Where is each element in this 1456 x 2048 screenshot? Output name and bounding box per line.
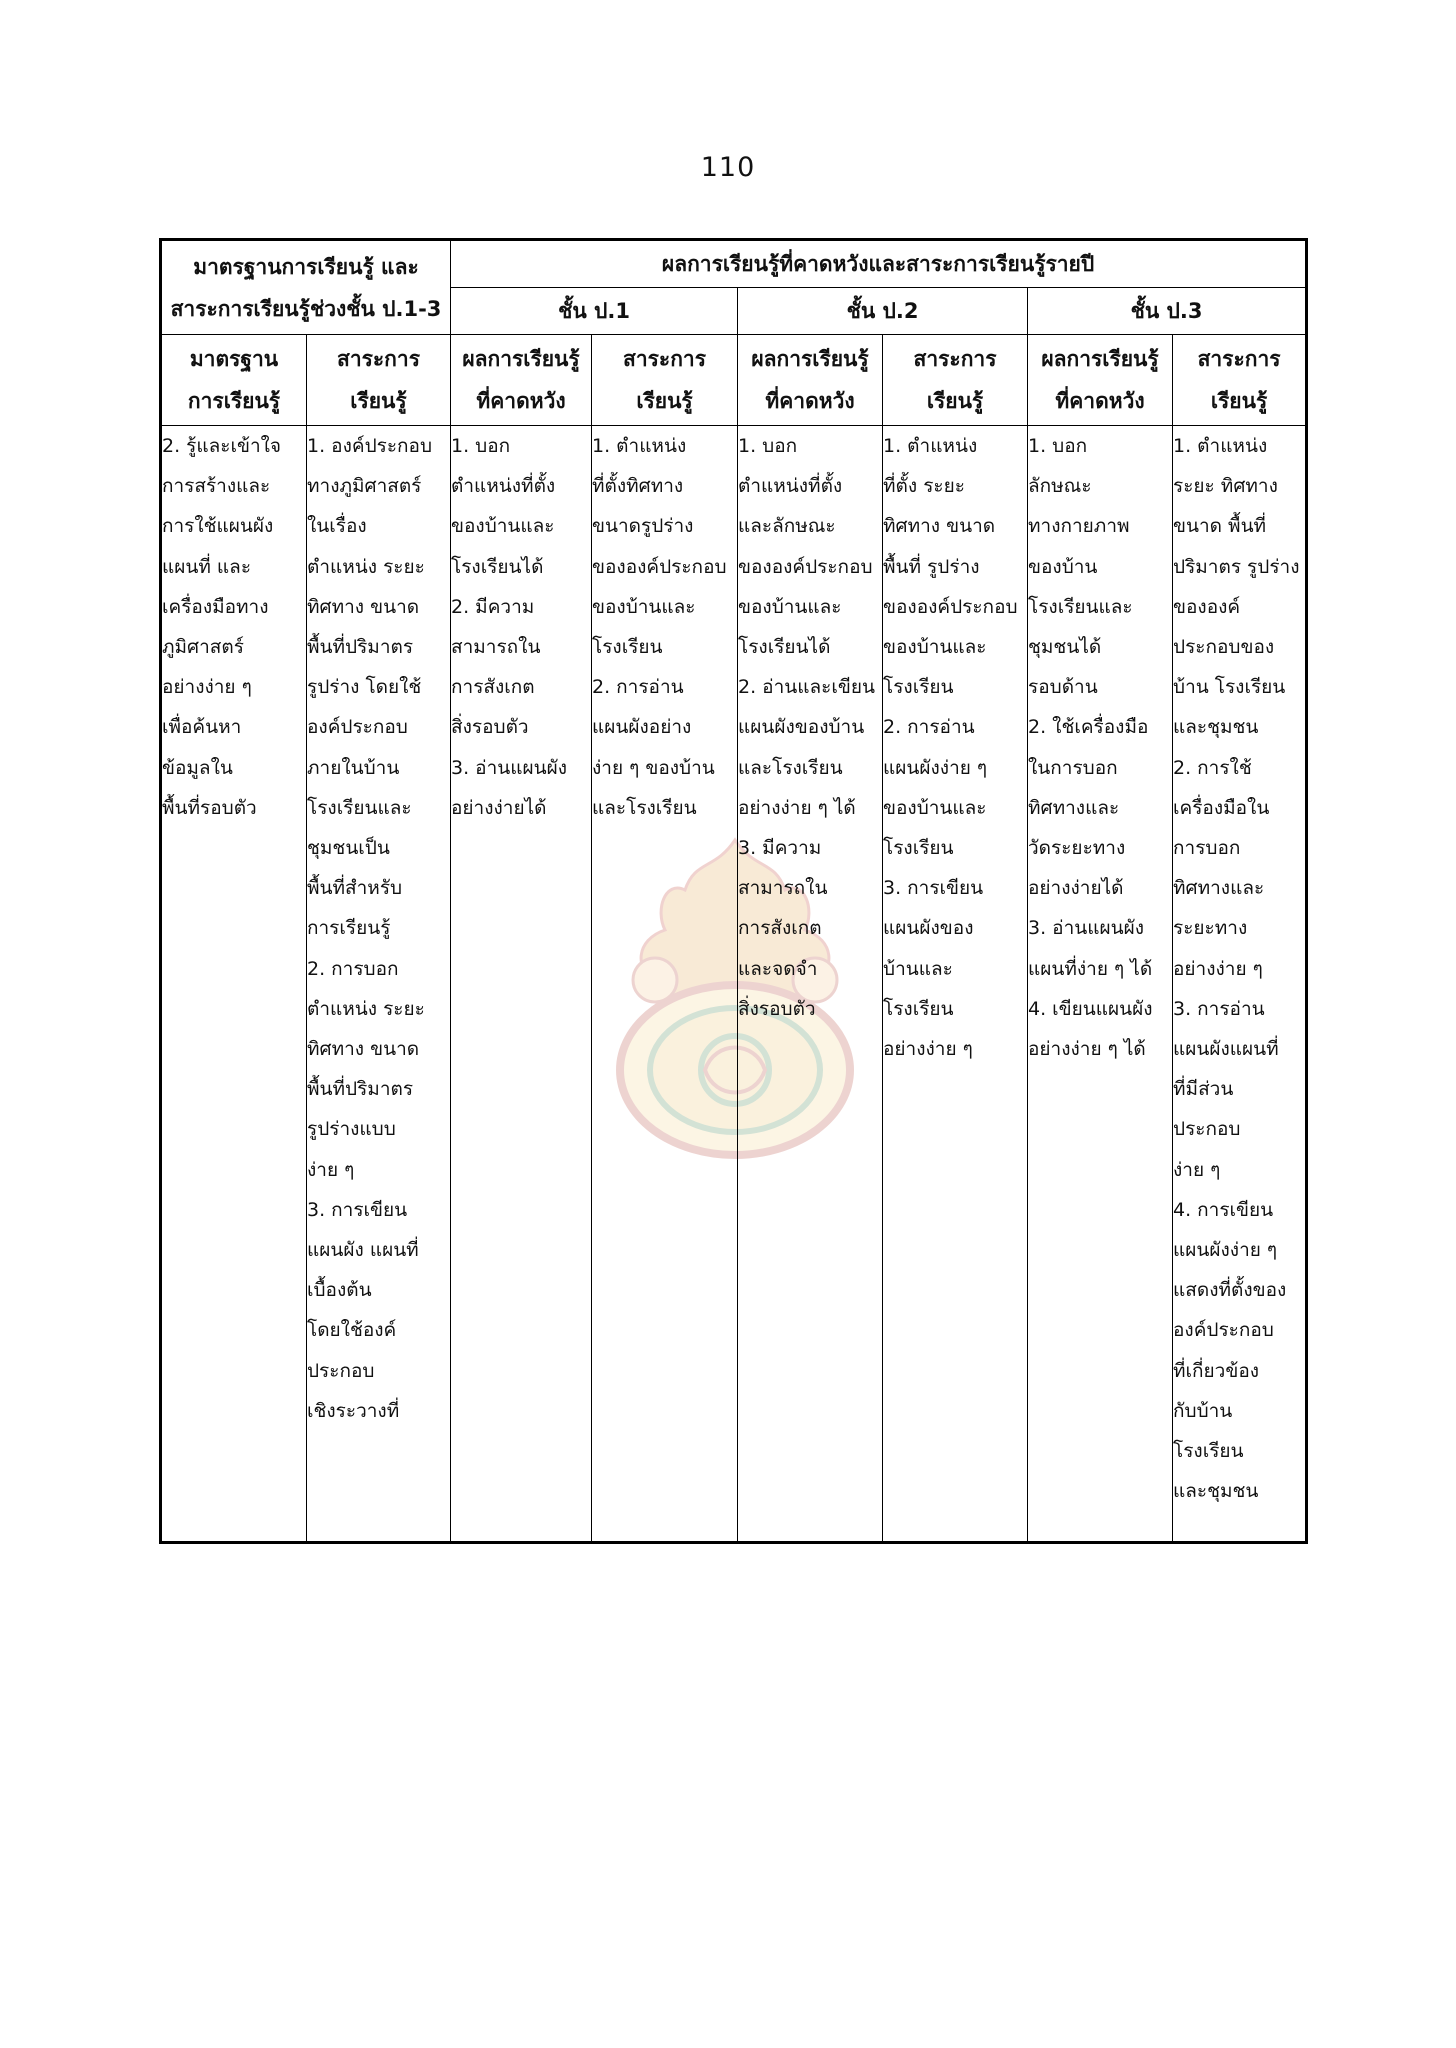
text-line: ของบ้านและ [883, 796, 987, 819]
text-line: การเรียนรู้ [307, 917, 391, 940]
text-line: แผนที่ และ [162, 555, 252, 578]
grade-header-p1: ชั้น ป.1 [451, 288, 738, 335]
header-standards-line: มาตรฐานการเรียนรู้ และ [193, 254, 419, 279]
text-line: ง่าย ๆ [1173, 1158, 1221, 1181]
text-line: ข้อมูลใน [162, 756, 233, 779]
text-line: กับบ้าน [1173, 1399, 1233, 1422]
text-line: ในการบอก [1028, 756, 1118, 779]
text-line: 3. อ่านแผนผัง [451, 756, 568, 779]
text-line: เครื่องมือทาง [162, 595, 269, 618]
text-line: และโรงเรียน [738, 756, 843, 779]
text-line: โรงเรียนและ [1028, 595, 1133, 618]
text-line: ที่ตั้ง ระยะ [883, 475, 965, 498]
text-line: โรงเรียนและ [307, 796, 412, 819]
text-line: โรงเรียนได้ [451, 555, 544, 578]
text-line: 1. บอก [738, 435, 798, 457]
column-content-p3 [1173, 426, 1307, 1543]
grade-header-p2: ชั้น ป.2 [738, 288, 1028, 335]
text-line: และชุมชน [1173, 1480, 1259, 1503]
text-line: 1. บอก [451, 435, 511, 457]
text-line: ง่าย ๆ ของบ้าน [592, 756, 715, 779]
text-line: ขององค์ประกอบ [883, 595, 1018, 618]
text-line: เบื้องต้น [307, 1279, 372, 1302]
text-line: ระยะ ทิศทาง [1173, 475, 1278, 498]
text-line: อย่างง่าย ๆ ได้ [738, 796, 856, 819]
text-line: 3. การเขียน [307, 1198, 408, 1221]
sub-header-line: ที่คาดหวัง [476, 389, 566, 413]
text-line: แผนผังง่าย ๆ [1173, 1239, 1278, 1262]
text-line: เครื่องมือใน [1173, 796, 1270, 819]
sub-header-line: เรียนรู้ [636, 389, 693, 413]
text-line: องค์ประกอบ [307, 716, 408, 739]
text-line: ตำแหน่งที่ตั้ง [451, 475, 556, 498]
column-outcomes-p1 [451, 426, 592, 1543]
text-line: ขนาด พื้นที่ [1173, 515, 1267, 538]
text-line: โรงเรียนได้ [738, 636, 831, 659]
text-line: อย่างง่าย ๆ [1173, 957, 1263, 980]
sub-header-standard [161, 335, 307, 426]
sub-header-line: ผลการเรียนรู้ [462, 347, 580, 371]
text-line: การใช้แผนผัง [162, 515, 274, 538]
text-line: การสังเกต [451, 676, 535, 699]
text-line: พื้นที่ปริมาตร [307, 1078, 414, 1101]
text-line: และลักษณะ [738, 515, 836, 538]
text-line: เชิงระวางที่ [307, 1399, 400, 1422]
text-line: แผนผัง แผนที่ [307, 1239, 419, 1262]
text-line: รูปร่างแบบ [307, 1118, 396, 1141]
text-line: และจดจำ [738, 957, 818, 980]
text-line: ภายในบ้าน [307, 756, 400, 779]
sub-header-line: เรียนรู้ [350, 389, 407, 413]
text-line: 2. การอ่าน [883, 716, 975, 739]
text-line: ทิศทางและ [1028, 796, 1120, 819]
text-line: ทางภูมิศาสตร์ [307, 475, 422, 498]
text-line: 2. อ่านและเขียน [738, 676, 875, 699]
text-line: ชุมชนเป็น [307, 837, 390, 860]
text-line: และชุมชน [1173, 716, 1259, 739]
text-line: ของบ้าน [1028, 555, 1098, 578]
text-line: พื้นที่รอบตัว [162, 796, 257, 819]
text-line: ตำแหน่ง ระยะ [307, 555, 425, 578]
text-line: ขององค์ประกอบ [738, 555, 873, 578]
text-line: ปริมาตร รูปร่าง [1173, 555, 1300, 578]
text-line: พื้นที่ รูปร่าง [883, 555, 980, 578]
text-line: เพื่อค้นหา [162, 716, 242, 739]
text-line: สามารถใน [451, 636, 541, 659]
text-line: ทิศทาง ขนาด [307, 595, 420, 618]
text-line: ชุมชนได้ [1028, 636, 1102, 659]
text-line: ภูมิศาสตร์ [162, 636, 244, 659]
text-line: อย่างง่าย ๆ [162, 676, 252, 699]
text-line: แผนผังง่าย ๆ [883, 756, 988, 779]
text-line: การบอก [1173, 837, 1241, 860]
text-line: ของบ้านและ [451, 515, 555, 538]
text-line: ทิศทาง ขนาด [883, 515, 996, 538]
text-line: โรงเรียน [592, 636, 663, 659]
header-outcomes: ผลการเรียนรู้ที่คาดหวังและสาระการเรียนรู้รายปี [451, 240, 1307, 288]
text-line: รูปร่าง โดยใช้ [307, 676, 422, 699]
text-line: สามารถใน [738, 877, 828, 900]
text-line: 3. มีความ [738, 837, 822, 860]
text-line: 2. มีความ [451, 595, 535, 618]
text-line: การสร้างและ [162, 475, 271, 498]
sub-header-line: ผลการเรียนรู้ [1041, 347, 1159, 371]
text-line: โรงเรียน [883, 997, 954, 1020]
text-line: 1. องค์ประกอบ [307, 435, 433, 457]
text-line: ระยะทาง [1173, 917, 1248, 940]
text-line: โรงเรียน [1173, 1440, 1244, 1463]
sub-header-content [307, 335, 451, 426]
column-outcomes-p3 [1028, 426, 1173, 1543]
text-line: 1. บอก [1028, 435, 1088, 457]
text-line: ง่าย ๆ [307, 1158, 355, 1181]
sub-header-line: ที่คาดหวัง [1055, 389, 1145, 413]
text-line: 2. การบอก [307, 957, 399, 980]
text-line: แผนผังอย่าง [592, 716, 692, 739]
text-line: ในเรื่อง [307, 515, 367, 538]
text-line: 4. การเขียน [1173, 1198, 1274, 1221]
sub-header-line: ที่คาดหวัง [765, 389, 855, 413]
text-line: บ้านและ [883, 957, 953, 980]
header-standards-line: สาระการเรียนรู้ช่วงชั้น ป.1-3 [170, 296, 442, 321]
text-line: 1. ตำแหน่ง [1173, 435, 1268, 457]
text-line: อย่างง่าย ๆ [883, 1038, 973, 1061]
column-standards [161, 426, 307, 1543]
text-line: 3. การเขียน [883, 877, 984, 900]
curriculum-table [159, 238, 1308, 1544]
text-line: ที่มีส่วน [1173, 1078, 1234, 1101]
text-line: สิ่งรอบตัว [738, 997, 816, 1020]
text-line: องค์ประกอบ [1173, 1319, 1274, 1342]
text-line: พื้นที่สำหรับ [307, 877, 403, 900]
text-line: 2. ใช้เครื่องมือ [1028, 716, 1149, 739]
text-line: ขนาดรูปร่าง [592, 515, 694, 538]
text-line: ประกอบ [1173, 1118, 1241, 1141]
sub-header-line: การเรียนรู้ [187, 389, 281, 413]
page-number: 110 [700, 152, 756, 183]
grade-header-p3: ชั้น ป.3 [1028, 288, 1307, 335]
text-line: แผนผังของบ้าน [738, 716, 865, 739]
text-line: แสดงที่ตั้งของ [1173, 1279, 1287, 1302]
text-line: บ้าน โรงเรียน [1173, 676, 1286, 699]
text-line: การสังเกต [738, 917, 822, 940]
text-line: โดยใช้องค์ [307, 1319, 397, 1342]
text-line: 2. รู้และเข้าใจ [162, 435, 282, 457]
sub-header-content-p3 [1173, 335, 1307, 426]
text-line: ของบ้านและ [592, 595, 696, 618]
text-line: ประกอบ [307, 1359, 375, 1382]
column-content-p2 [883, 426, 1028, 1543]
text-line: ขององค์ประกอบ [592, 555, 727, 578]
text-line: แผนที่ง่าย ๆ ได้ [1028, 957, 1153, 980]
text-line: รอบด้าน [1028, 676, 1098, 699]
text-line: อย่างง่าย ๆ ได้ [1028, 1038, 1146, 1061]
header-standards-cell [161, 240, 451, 335]
sub-header-line: ผลการเรียนรู้ [751, 347, 869, 371]
column-content-p1 [592, 426, 738, 1543]
text-line: แผนผังแผนที่ [1173, 1038, 1279, 1061]
text-line: ทางกายภาพ [1028, 515, 1130, 538]
text-line: 2. การใช้ [1173, 756, 1252, 779]
sub-header-outcome-p3 [1028, 335, 1173, 426]
text-line: ที่ตั้งทิศทาง [592, 475, 684, 498]
text-line: วัดระยะทาง [1028, 837, 1126, 860]
text-line: ประกอบของ [1173, 636, 1275, 659]
text-line: 1. ตำแหน่ง [883, 435, 978, 457]
column-core-content [307, 426, 451, 1543]
sub-header-line: มาตรฐาน [189, 347, 279, 371]
text-line: ของบ้านและ [738, 595, 842, 618]
sub-header-line: สาระการ [623, 347, 706, 371]
text-line: อย่างง่ายได้ [451, 796, 547, 819]
text-line: โรงเรียน [883, 837, 954, 860]
text-line: ที่เกี่ยวข้อง [1173, 1359, 1260, 1382]
text-line: สิ่งรอบตัว [451, 716, 529, 739]
sub-header-content-p2 [883, 335, 1028, 426]
text-line: 3. การอ่าน [1173, 997, 1265, 1020]
text-line: แผนผังของ [883, 917, 974, 940]
sub-header-content-p1 [592, 335, 738, 426]
text-line: ตำแหน่ง ระยะ [307, 997, 425, 1020]
text-line: และโรงเรียน [592, 796, 697, 819]
text-line: 3. อ่านแผนผัง [1028, 917, 1145, 940]
text-line: ของบ้านและ [883, 636, 987, 659]
sub-header-line: เรียนรู้ [926, 389, 984, 413]
text-line: 2. การอ่าน [592, 676, 684, 699]
text-line: ลักษณะ [1028, 475, 1092, 498]
column-outcomes-p2 [738, 426, 883, 1543]
sub-header-outcome-p1 [451, 335, 592, 426]
text-line: ตำแหน่งที่ตั้ง [738, 475, 843, 498]
sub-header-outcome-p2 [738, 335, 883, 426]
text-line: ทิศทางและ [1173, 877, 1265, 900]
sub-header-line: สาระการ [1197, 347, 1281, 371]
sub-header-line: เรียนรู้ [1210, 389, 1268, 413]
sub-header-line: สาระการ [337, 347, 420, 371]
text-line: 4. เขียนแผนผัง [1028, 997, 1153, 1020]
text-line: 1. ตำแหน่ง [592, 435, 687, 457]
text-line: ทิศทาง ขนาด [307, 1038, 420, 1061]
sub-header-line: สาระการ [913, 347, 997, 371]
text-line: ขององค์ [1173, 595, 1241, 618]
text-line: โรงเรียน [883, 676, 954, 699]
text-line: พื้นที่ปริมาตร [307, 636, 414, 659]
text-line: อย่างง่ายได้ [1028, 877, 1124, 900]
